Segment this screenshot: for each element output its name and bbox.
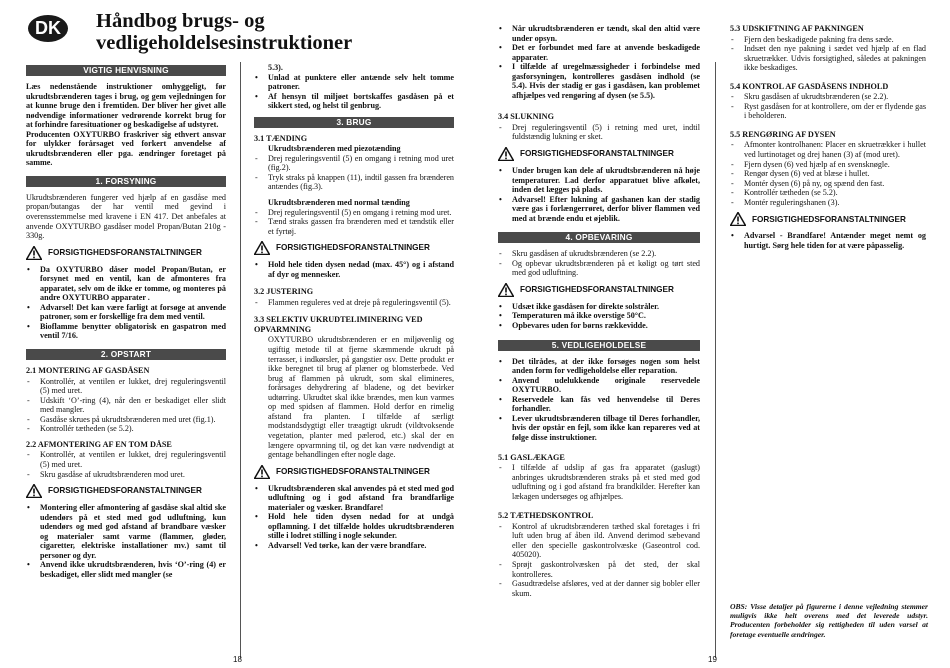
ignition-list-1 <box>254 154 454 192</box>
list-item: - Kontrollér, at ventilen er lukket, drej reguleringsventil (5) med uret. <box>26 377 226 396</box>
list-item: • Når ukrudtsbrænderen er tændt, skal den altid være under opsyn. <box>498 24 700 43</box>
list-item: - Kontrollér tætheden (se 5.2). <box>26 424 226 434</box>
list-item: • Advarsel! Efter lukning af gashanen kan der stadig være gas i forlængerrøret, derfor bliver flammen ved med at brænde endu et øjeblik. <box>498 195 700 224</box>
list-item: • Bioflamme benytter obligatorisk en gaspatron med ventil 7/16. <box>26 322 226 341</box>
page-number-left: 18 <box>233 655 242 664</box>
list-item: - Ryst gasdåsen for at kontrollere, om der er flydende gas i beholderen. <box>730 102 926 121</box>
list-item: • Hold hele tiden dysen nedad for at undgå opflamning. I det tilfælde holdes ukrudtsbrænderen stille i lodret stilling i nogle sekunder. <box>254 512 454 541</box>
list-item: - Kontrollér, at ventilen er lukket, drej reguleringsventil (5) med uret. <box>26 450 226 469</box>
list-item: • Lever ukrudtsbrænderen tilbage til Deres forhandler, hvis der opstår en fejl, som ikke kan repareres ved at følge disse instruktioner. <box>498 414 700 443</box>
ignition-bullets <box>254 260 454 279</box>
list-item: • Under brugen kan dele af ukrudtsbrænderen nå høje temperaturer. Lad derfor apparatuet blive afkølet, inden det lægges på plads. <box>498 166 700 195</box>
section-heading: 3.3 SELEKTIV UKRUDTELIMINERING VED OPVARMNING <box>254 315 423 334</box>
page-title: Håndbog brugs- og vedligeholdelsesinstruktioner <box>96 10 353 54</box>
warning-icon <box>730 212 746 226</box>
list-item: - Montér reguleringshanen (3). <box>730 198 926 208</box>
column-4 <box>730 24 926 250</box>
list-item: - Afmonter kontrolhanen: Placer en skruetrækker i hullet ved lurtinotaget og drej hanen (3) af (mod uret). <box>730 140 926 159</box>
warning-label: FORSIGTIGHEDSFORANSTALTNINGER <box>48 247 202 257</box>
warning-label: FORSIGTIGHEDSFORANSTALTNINGER <box>276 243 430 253</box>
section-heading: 3.4 SLUKNING <box>498 112 554 122</box>
weed-text: OXYTURBO ukrudtsbrænderen er en miljøvenlig og ugiftig metode til at fjerne skæmmende ukrudt på terrasser, i indkørsler, på gangstier osv. Dette produkt er ikke beregnet til brug af plæner og blomsterbede. Ved brug af flammen på ukrudt, som skal elimineres, forårsages dehydrering af bladene, og det bevirker udtørring. Ukrudtet skal ikke brændes, men kun varmes op med spidsen af flammen. Hold derfor en rimelig afstand fra planten. I tilfælde af særligt modstandsdygtigt eller træagtigt ukrudt (vildtvoksende vegetation, planter med pælerod, etc.) skal der en længere opvarmning til, og det kan være nødvendigt at gentage behandlingen efter nogle dage. <box>268 335 454 460</box>
list-item: • Opbevares uden for børns rækkevidde. <box>498 321 700 331</box>
section-band-supply: 1. FORSYNING <box>26 176 226 187</box>
section-heading: 2.2 AFMONTERING AF EN TOM DÅSE <box>26 439 172 449</box>
list-item: • Udsæt ikke gasdåsen for direkte solstråler. <box>498 302 700 312</box>
list-item: • Montering eller afmontering af gasdåse skal altid ske udendørs på et sted med god udluftning, kun udendørs og med god afstand af brandbare væsker og materialer samt varme (flammer, gløder, cigaretter, elektriske installationer mv.) samt til personer og dyr. <box>26 503 226 560</box>
warning-heading <box>254 465 454 479</box>
warning-icon <box>26 484 42 498</box>
warning-label: FORSIGTIGHEDSFORANSTALTNINGER <box>752 214 906 224</box>
list-item: - Indsæt den nye pakning i sædet ved hjælp af en flad skruetrækker. Udvis forsigtighed, således at pakningen ikke beskadiges. <box>730 44 926 73</box>
section-band-important: VIGTIG HENVISNING <box>26 65 226 76</box>
list-item: • Anvend udelukkende originale reservedele OXYTURBO. <box>498 376 700 395</box>
extinguish-list <box>498 123 700 142</box>
ignition-list-2 <box>254 208 454 237</box>
weed-bullets <box>254 484 454 551</box>
section-band-use: 3. BRUG <box>254 117 454 128</box>
list-item: • Da OXYTURBO dåser model Propan/Butan, er forsynet med en ventil, kan de afmonteres fra apparatet, selv om de ikke er tomme, og monteres på andre OXYTURBO apparater . <box>26 265 226 303</box>
section-heading: 5.5 RENGØRING AF DYSEN <box>730 129 836 139</box>
list-item: - Flammen reguleres ved at dreje på reguleringsventil (5). <box>254 298 454 308</box>
list-item: • Advarsel! Ved tørke, kan der være brandfare. <box>254 541 454 551</box>
list-item: - Skru gasdåse af ukrudtsbrænderen mod uret. <box>26 470 226 480</box>
section-band-maintenance: 5. VEDLIGEHOLDELSE <box>498 340 700 351</box>
supply-bullets <box>26 265 226 341</box>
warning-label: FORSIGTIGHEDSFORANSTALTNINGER <box>520 149 674 159</box>
warning-label: FORSIGTIGHEDSFORANSTALTNINGER <box>520 285 674 295</box>
list-item: • Unlad at punktere eller antænde selv helt tomme patroner. <box>254 73 454 92</box>
leak-list <box>498 463 700 501</box>
warning-icon <box>254 465 270 479</box>
warning-icon <box>26 246 42 260</box>
list-item: • Det er forbundet med fare at anvende beskadigede apparater. <box>498 43 700 62</box>
section-heading: 5.1 GASLÆKAGE <box>498 452 565 462</box>
warning-heading <box>254 241 454 255</box>
continued-text: 5.3). <box>268 63 283 72</box>
list-item: - Kontrollér tætheden (se 5.2). <box>730 188 926 198</box>
list-item: • Advarsel! Det kan være farligt at forsøge at anvende patroner, som er forskellige fra dem med ventil. <box>26 303 226 322</box>
s22-list <box>26 450 226 479</box>
list-item: • Det tilrådes, at der ikke forsøges nogen som helst anden form for vedligeholdelse eller reparation. <box>498 357 700 376</box>
list-item: - Kontrol af ukrudtsbrænderen tæthed skal foretages i fri luft uden brug af åben ild. Anvend derimod sæbevand eller den specielle gaskontrolvæske (Gaseontrol cod. 405020). <box>498 522 700 560</box>
section-heading: 5.3 UDSKIFTNING AF PAKNINGEN <box>730 24 864 33</box>
warning-heading <box>26 246 226 260</box>
section-heading: 3.2 JUSTERING <box>254 287 314 297</box>
warning-heading <box>26 484 226 498</box>
s21-list <box>26 377 226 434</box>
storage-list <box>498 249 700 278</box>
list-item: • Af hensyn til miljøet bortskaffes gasdåsen på et sikkert sted, og helst til genbrug. <box>254 92 454 111</box>
content-check-list <box>730 92 926 121</box>
list-item: • I tilfælde af uregelmæssigheder i forbindelse med gasforsyningen, kontrolleres gasdåsen indhold (se 5.4). Hvis der stadig er gas i gasdåsen, kan problemet afhjælpes ved rengøring af dysen (se 5.5). <box>498 62 700 100</box>
list-item: - Drej reguleringsventil (5) en omgang i retning mod uret. <box>254 208 454 218</box>
column-divider <box>715 62 716 658</box>
list-item: - Rengør dysen (6) ved at blæse i hullet. <box>730 169 926 179</box>
column-1 <box>26 62 226 579</box>
list-item: - Fjern dysen (6) ved hjælp af en svensknøgle. <box>730 160 926 170</box>
list-item: - Og opbevar ukrudtsbrænderen på et køligt og tørt sted med god udluftning. <box>498 259 700 278</box>
warning-icon <box>254 241 270 255</box>
disclaimer-note: OBS: Visse detaljer på figurerne i denne vejledning stemmer muligvis ikke helt overens med det leverede udstyr. Producenten forbeholder sig rettigheden til uden varsel at foretage eventuelle ændringer. <box>730 602 928 639</box>
list-item: • Anvend ikke ukrudtsbrænderen, hvis ‘O’-ring (4) er beskadiget, eller slidt med mangler (se <box>26 560 226 579</box>
subheading: Ukrudtsbrænderen med piezotænding <box>268 144 401 154</box>
gasket-list <box>730 35 926 73</box>
warning-icon <box>498 147 514 161</box>
column-3 <box>498 24 700 598</box>
list-item: • Temperaturen må ikke overstige 50°C. <box>498 311 700 321</box>
section-heading: 5.2 TÆTHEDSKONTROL <box>498 511 594 521</box>
list-item: • Hold hele tiden dysen nedad (max. 45°) og i afstand af dyr og mennesker. <box>254 260 454 279</box>
warning-icon <box>498 283 514 297</box>
warning-label: FORSIGTIGHEDSFORANSTALTNINGER <box>48 486 202 496</box>
list-item: - Montér dysen (6) på ny, og spænd den fast. <box>730 179 926 189</box>
list-item: - Tryk straks på knappen (11), indtil gassen fra brænderen antændes (fig.3). <box>254 173 454 192</box>
column-divider <box>240 62 241 658</box>
disposal-bullets <box>254 73 454 111</box>
important-text: Læs nedenstående instruktioner omhyggeligt, før ukrudtsbrænderen tages i brug, og gem vejledningen for at kunne bruge den i fremtiden. Der bliver her givet alle nødvendige informationer vedrørende korrekt brug for at forhindre faresituationer og beskadigelse af udstyret. <box>26 82 226 130</box>
column-2 <box>254 63 454 550</box>
section-heading: 2.1 MONTERING AF GASDÅSEN <box>26 366 150 376</box>
list-item: - Gasdåse skrues på ukrudtsbrænderen med uret (fig.1). <box>26 415 226 425</box>
s22-bullets <box>26 503 226 579</box>
warning-heading <box>498 283 700 297</box>
language-badge: DK <box>28 15 68 42</box>
list-item: • Ukrudtsbrænderen skal anvendes på et sted med god udluftning og i god afstand fra brandfarlige materialer og væsker. Brandfare! <box>254 484 454 513</box>
warning-heading <box>498 147 700 161</box>
section-band-storage: 4. OPBEVARING <box>498 232 700 243</box>
supply-text: Ukrudtsbrænderen fungerer ved hjælp af en gasdåse med propan/butangas der har ventil med gevind i overensstemmelse med kravene i EN 417. Det anbefales at anvende OXYTURBO gasdåser model Propan/Butan 210g - 330g. <box>26 192 226 241</box>
storage-bullets <box>498 302 700 331</box>
list-item: - Skru gasdåsen af ukrudtsbrænderen (se 2.2). <box>498 249 700 259</box>
important-text-2: Producenten OXYTURBO fraskriver sig ethvert ansvar for ulykker forårsaget ved forkert anvendelse af ukrudtsbrænderen eller pga. ændringer foretaget på samme. <box>26 129 226 168</box>
extinguish-bullets <box>498 166 700 223</box>
list-item: - Fjern den beskadigede pakning fra dens sæde. <box>730 35 926 45</box>
list-item: - Sprøjt gaskontrolvæsken på det sted, der skal kontrolleres. <box>498 560 700 579</box>
nozzle-bullets <box>730 231 926 250</box>
list-item: - Udskift ‘O’-ring (4), når den er beskadiget eller slidt med mangler. <box>26 396 226 415</box>
section-heading: 3.1 TÆNDING <box>254 133 308 143</box>
subheading: Ukrudtsbrænderen med normal tænding <box>268 198 410 208</box>
list-item: - Drej reguleringsventil (5) i retning med uret, indtil fuldstændig lukning er sket. <box>498 123 700 142</box>
list-item: - I tilfælde af udslip af gas fra apparatet (gaslugt) anbringes ukrudtsbrænderen straks på et sted med god udluftning og i god afstand fra brandkilder. Herefter kan lækagen undersøges og afhjælpes. <box>498 463 700 501</box>
list-item: • Advarsel - Brandfare! Antænder meget nemt og hurtigt. Sørg hele tiden for at være påpasselig. <box>730 231 926 250</box>
list-item: - Drej reguleringsventil (5) en omgang i retning mod uret (fig.2). <box>254 154 454 173</box>
list-item: • Reservedele kan fås ved henvendelse til Deres forhandler. <box>498 395 700 414</box>
top-bullets <box>498 24 700 100</box>
list-item: - Gasudtrædelse afsløres, ved at der danner sig bobler eller skum. <box>498 579 700 598</box>
section-band-start: 2. OPSTART <box>26 349 226 360</box>
warning-heading <box>730 212 926 226</box>
adjust-list <box>254 298 454 308</box>
list-item: - Tænd straks gassen fra brænderen med et tændstik eller et fyrtøj. <box>254 217 454 236</box>
tightness-list <box>498 522 700 598</box>
maintenance-bullets <box>498 357 700 443</box>
nozzle-list <box>730 140 926 207</box>
list-item: - Skru gasdåsen af ukrudtsbrænderen (se 2.2). <box>730 92 926 102</box>
section-heading: 5.4 KONTROL AF GASDÅSENS INDHOLD <box>730 81 889 91</box>
page-number-right: 19 <box>708 655 717 664</box>
warning-label: FORSIGTIGHEDSFORANSTALTNINGER <box>276 466 430 476</box>
